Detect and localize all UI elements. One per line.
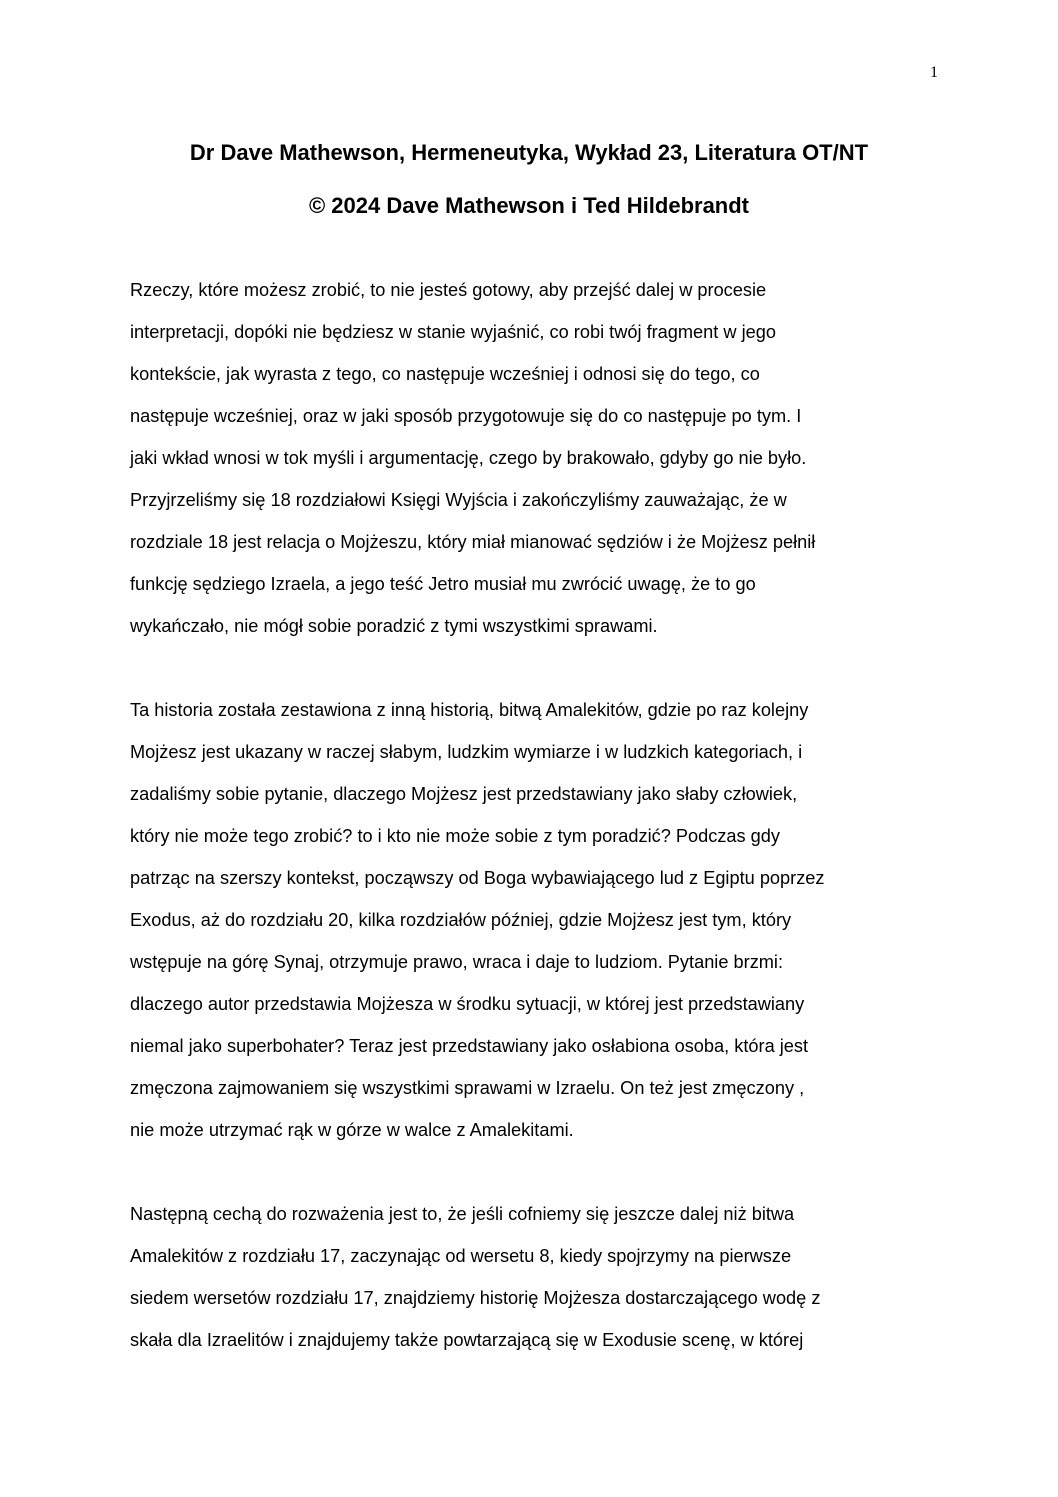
page-number: 1 xyxy=(930,64,938,81)
text-line: jaki wkład wnosi w tok myśli i argumentację, czego by brakowało, gdyby go nie było. xyxy=(130,448,807,468)
text-line: dlaczego autor przedstawia Mojżesza w środku sytuacji, w której jest przedstawiany xyxy=(130,994,805,1014)
paragraph-3 xyxy=(130,1193,920,1361)
text-line: kontekście, jak wyrasta z tego, co następuje wcześniej i odnosi się do tego, co xyxy=(130,364,760,384)
paragraph-spacer xyxy=(130,1151,920,1193)
text-line: który nie może tego zrobić? to i kto nie może sobie z tym poradzić? Podczas gdy xyxy=(130,826,781,846)
text-line: patrząc na szerszy kontekst, począwszy od Boga wybawiającego lud z Egiptu poprzez xyxy=(130,868,825,888)
text-line: skała dla Izraelitów i znajdujemy także powtarzającą się w Exodusie scenę, w której xyxy=(130,1330,804,1350)
text-line: interpretacji, dopóki nie będziesz w stanie wyjaśnić, co robi twój fragment w jego xyxy=(130,322,776,342)
text-line: Przyjrzeliśmy się 18 rozdziałowi Księgi Wyjścia i zakończyliśmy zauważając, że w xyxy=(130,490,787,510)
paragraph-2 xyxy=(130,689,920,1151)
text-line: rozdziale 18 jest relacja o Mojżeszu, który miał mianować sędziów i że Mojżesz pełnił xyxy=(130,532,816,552)
text-line: wstępuje na górę Synaj, otrzymuje prawo, wraca i daje to ludziom. Pytanie brzmi: xyxy=(130,952,784,972)
document-title xyxy=(60,126,998,232)
text-line: Ta historia została zestawiona z inną historią, bitwą Amalekitów, gdzie po raz kolejny xyxy=(130,700,809,720)
text-line: Amalekitów z rozdziału 17, zaczynając od wersetu 8, kiedy spojrzymy na pierwsze xyxy=(130,1246,792,1266)
text-line: Mojżesz jest ukazany w raczej słabym, ludzkim wymiarze i w ludzkich kategoriach, i xyxy=(130,742,803,762)
text-line: następuje wcześniej, oraz w jaki sposób przygotowuje się do co następuje po tym. I xyxy=(130,406,802,426)
text-line: zmęczona zajmowaniem się wszystkimi sprawami w Izraelu. On też jest zmęczony , xyxy=(130,1078,805,1098)
text-line: funkcję sędziego Izraela, a jego teść Jetro musiał mu zwrócić uwagę, że to go xyxy=(130,574,756,594)
paragraph-1 xyxy=(130,269,920,647)
text-line: zadaliśmy sobie pytanie, dlaczego Mojżesz jest przedstawiany jako słaby człowiek, xyxy=(130,784,798,804)
text-line: Rzeczy, które możesz zrobić, to nie jesteś gotowy, aby przejść dalej w procesie xyxy=(130,280,767,300)
text-line: Exodus, aż do rozdziału 20, kilka rozdziałów później, gdzie Mojżesz jest tym, który xyxy=(130,910,792,930)
paragraph-spacer xyxy=(130,647,920,689)
text-line: Następną cechą do rozważenia jest to, że jeśli cofniemy się jeszcze dalej niż bitwa xyxy=(130,1204,795,1224)
title-line-2: © 2024 Dave Mathewson i Ted Hildebrandt xyxy=(308,193,750,218)
text-line: niemal jako superbohater? Teraz jest przedstawiany jako osłabiona osoba, która jest xyxy=(130,1036,809,1056)
title-line-1: Dr Dave Mathewson, Hermeneutyka, Wykład 23, Literatura OT/NT xyxy=(189,140,869,165)
document-body xyxy=(130,269,920,1361)
text-line: wykańczało, nie mógł sobie poradzić z tymi wszystkimi sprawami. xyxy=(130,616,658,636)
text-line: nie może utrzymać rąk w górze w walce z Amalekitami. xyxy=(130,1120,574,1140)
text-line: siedem wersetów rozdziału 17, znajdziemy historię Mojżesza dostarczającego wodę z xyxy=(130,1288,821,1308)
